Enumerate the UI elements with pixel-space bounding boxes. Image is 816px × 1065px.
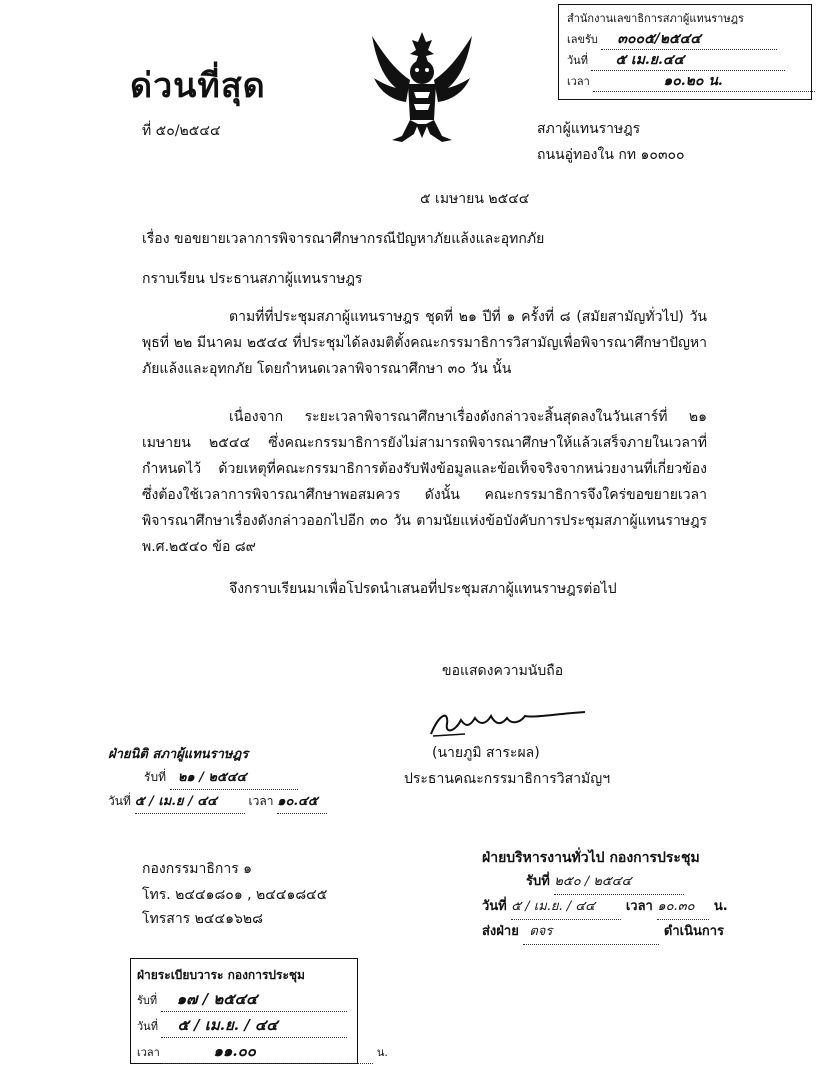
stamp-number-label: เลขรับ [567, 33, 598, 46]
legal-date-label: วันที่ [108, 794, 131, 808]
receipt-stamp-top-right [558, 4, 812, 100]
admin-time-suffix: น. [713, 899, 728, 914]
registry-stamp-title: ฝ่ายระเบียบวาระ กองการประชุม [137, 968, 305, 982]
registry-received-value: ๑๗ / ๒๕๔๔ [161, 987, 347, 1012]
admin-send-label: ส่งฝ่าย [482, 924, 519, 939]
body-paragraph-1: ตามที่ที่ประชุมสภาผู้แทนราษฎร ชุดที่ ๒๑ ปีที่ ๑ ครั้งที่ ๘ (สมัยสามัญทั่วไป) วันพุธที่ ๒๒ มีนาคม ๒๕๔๔ ที่ประชุมได้ลงมติตั้งคณะกรรมาธิการวิสามัญเพื่อพิจารณาศึกษาปัญหาภัยแล้งและอุทกภัย โดยกำหนดเวลาพิจารณาศึกษา ๓๐ วัน นั้น [142, 309, 707, 377]
legal-stamp-title: ฝ่ายนิติ สภาผู้แทนราษฎร [108, 747, 249, 762]
admin-time-label: เวลา [625, 899, 653, 914]
stamp-title: สำนักงานเลขาธิการสภาผู้แทนราษฎร [567, 12, 744, 25]
admin-stamp-title: ฝ่ายบริหารงานทั่วไป กองการประชุม [482, 850, 700, 866]
contact-phone: โทร. ๒๔๔๑๘๐๑ , ๒๔๔๑๘๔๕ [142, 887, 328, 903]
legal-received-label: รับที่ [144, 770, 166, 784]
registry-date-label: วันที่ [137, 1020, 158, 1033]
body-paragraph-3: จึงกราบเรียนมาเพื่อโปรดนำเสนอที่ประชุมสภาผู้แทนราษฎรต่อไป [229, 581, 617, 597]
signer-name: (นายภูมิ สาระผล) [432, 745, 540, 761]
body-paragraph-2: เนื่องจาก ระยะเวลาพิจารณาศึกษาเรื่องดังกล่าวจะสิ้นสุดลงในวันเสาร์ที่ ๒๑ เมษายน ๒๕๔๔ ซึ่งคณะกรรมาธิการยังไม่สามารถพิจารณาศึกษาให้แล้วเสร็จภายในเวลาที่กำหนดไว้ ด้วยเหตุที่คณะกรรมาธิการต้องรับฟังข้อมูลและข้อเท็จจริงจากหน่วยงานที่เกี่ยวข้อง ซึ่งต้องใช้เวลาการพิจารณาศึกษาพอสมควร ดังนั้น คณะกรรมาธิการจึงใคร่ขอขยายเวลาพิจารณาศึกษาเรื่องดังกล่าวออกไปอีก ๓๐ วัน ตามนัยแห่งข้อบังคับการประชุมสภาผู้แทนราษฎร พ.ศ.๒๕๔๐ ข้อ ๘๙ [142, 409, 707, 555]
garuda-emblem-icon [362, 28, 482, 144]
admin-received-label: รับที่ [526, 874, 550, 889]
salutation: กราบเรียน ประธานสภาผู้แทนราษฎร [142, 271, 363, 287]
contact-office: กองกรรมาธิการ ๑ [142, 861, 253, 877]
closing-phrase: ขอแสดงความนับถือ [442, 663, 564, 679]
legal-time-value: ๑๐.๔๕ [277, 791, 327, 814]
legal-time-label: เวลา [248, 794, 274, 808]
admin-date-label: วันที่ [482, 899, 507, 914]
registry-time-value: ๑๑.๐๐ [163, 1039, 373, 1064]
registry-time-label: เวลา [137, 1046, 160, 1059]
stamp-time-value: ๑๐.๒๐ น. [593, 71, 816, 92]
registry-received-label: รับที่ [137, 994, 158, 1007]
admin-send-value: ตจร [523, 920, 659, 945]
admin-action-label: ดำเนินการ [663, 924, 725, 939]
registry-date-value: ๕ / เม.ย. / ๔๔ [161, 1013, 347, 1038]
legal-received-value: ๒๑ / ๒๕๔๔ [170, 767, 298, 790]
signature-mark [425, 704, 595, 744]
legal-division-stamp [108, 744, 348, 814]
admin-received-value: ๒๕๐ / ๒๕๔๔ [554, 870, 684, 895]
registry-time-suffix: น. [376, 1046, 388, 1059]
stamp-date-value: ๕ เม.ย.๔๔ [591, 50, 785, 71]
admin-time-value: ๑๐.๓๐ [657, 895, 709, 920]
stamp-time-label: เวลา [567, 75, 590, 88]
subject-line: เรื่อง ขอขยายเวลาการพิจารณาศึกษากรณีปัญหาภัยแล้งและอุทกภัย [142, 231, 545, 247]
signer-title: ประธานคณะกรรมาธิการวิสามัญฯ [404, 771, 611, 787]
general-admin-stamp [482, 846, 782, 945]
document-number: ที่ ๕๐/๒๕๔๔ [142, 123, 221, 139]
registry-stamp [130, 958, 388, 1064]
sender-line-2: ถนนอู่ทองใน กท ๑๐๓๐๐ [537, 147, 685, 163]
document-date: ๕ เมษายน ๒๕๔๔ [420, 191, 530, 207]
sender-line-1: สภาผู้แทนราษฎร [537, 121, 641, 137]
legal-date-value: ๕ / เม.ย / ๔๔ [135, 791, 245, 814]
admin-date-value: ๕ / เม.ย. / ๔๔ [511, 895, 621, 920]
stamp-date-label: วันที่ [567, 54, 588, 67]
stamp-number-value: ๓๐๐๕/๒๕๔๔ [601, 29, 777, 50]
urgency-heading: ด่วนที่สุด [130, 66, 266, 106]
contact-fax: โทรสาร ๒๔๔๑๖๒๘ [142, 911, 263, 927]
